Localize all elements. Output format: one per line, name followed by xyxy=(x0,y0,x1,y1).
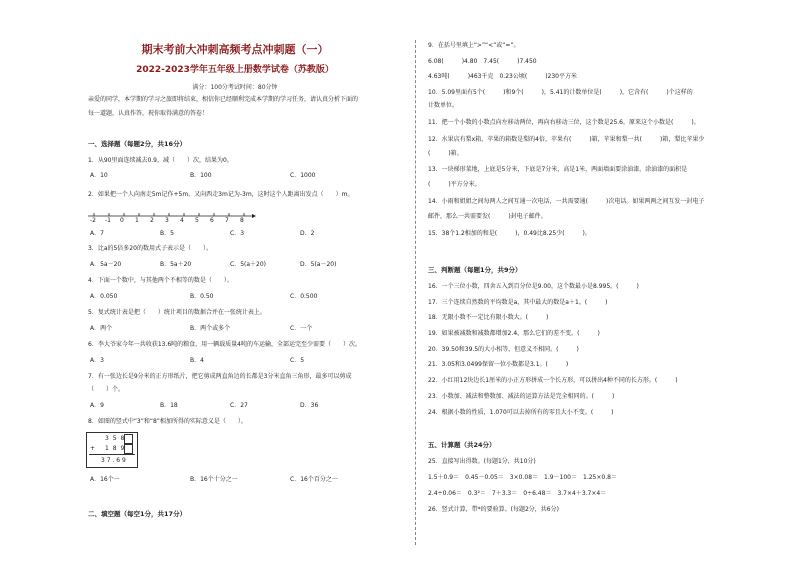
q4-option-a: A．0.050 xyxy=(90,293,118,300)
question-17: 17．三个连续自然数的平均数是a，其中最大的数是a＋1。( ) xyxy=(428,299,608,306)
highlight-box-bottom xyxy=(124,444,133,454)
q7-option-d: D．36 xyxy=(300,402,319,409)
question-7-line-2: （ ）个。 xyxy=(88,386,125,393)
question-3: 3．比a的5倍多20的数用式子表示是（ ）。 xyxy=(88,245,212,252)
column-divider xyxy=(415,40,416,545)
section-5-title: 五、计算题（共24分） xyxy=(428,441,496,449)
vertical-addition-figure xyxy=(86,432,138,468)
q1-option-b: B．100 xyxy=(190,172,212,179)
addend-2: 1 8 9 xyxy=(105,445,126,452)
calc-row-1: 1.5＋0.9＝ 0.45－0.05＝ 3×0.08＝ 1.9－100＝ 1.25×0.8＝ xyxy=(428,474,617,481)
section-3-title: 三、判断题（每题1分，共9分） xyxy=(428,266,522,274)
question-24: 24．根据小数的性质，1.070可以去掉所有的零且大小不变。( ) xyxy=(428,409,614,416)
number-line-label: 5 xyxy=(195,217,199,224)
number-line xyxy=(88,212,256,222)
sum-result: 3 7 . 6 9 xyxy=(101,457,126,464)
question-11: 11．把一个小数的小数点向左移动两位，再向右移动三位，这个数是25.6，原来这个小数是( )。 xyxy=(428,119,700,126)
q1-option-c: C．1000 xyxy=(290,172,316,179)
q3-option-b: B．5a＋20 xyxy=(160,261,192,268)
section-2-title: 二、填空题（每空1分，共17分） xyxy=(88,510,187,518)
q8-option-c: C．16个百分之一 xyxy=(290,476,338,483)
number-line-label: 8 xyxy=(240,217,244,224)
question-13-line-2: ( )平方分米。 xyxy=(428,181,481,188)
number-line-label: -2 xyxy=(90,217,96,224)
intro-line-1: 亲爱的同学，本学期的学习之旅即将结束，相信你已经顺利完成本学期的学习任务，请认真分析下面的 xyxy=(88,96,359,103)
question-4: 4．下面一个数中，与其他两个不相等的数是（ ）。 xyxy=(88,277,233,284)
plus-sign: + xyxy=(90,445,96,452)
question-25: 25．直接写出得数。(每题1分，共10分) xyxy=(428,458,536,465)
question-21: 21．3.05和3.0499保留一位小数都是3.1。( ) xyxy=(428,361,569,368)
q3-option-d: D．5(a－20) xyxy=(300,261,337,268)
question-10-line-1: 10．5.09里面有5个( )和9个( )，5.41的计数单位是( )，它含有( )个这样的 xyxy=(428,89,693,96)
exam-subtitle: 2022-2023学年五年级上册数学试卷（苏教版） xyxy=(136,65,334,75)
number-line-label: 0 xyxy=(120,217,124,224)
question-14-line-2: 邮件，那么一共需要发( )封电子邮件。 xyxy=(428,213,547,220)
number-line-label: 3 xyxy=(165,217,169,224)
addend-1: 3 5 8 xyxy=(105,435,126,442)
number-line-label: 6 xyxy=(210,217,214,224)
question-6: 6．李大爷家今年一共收获13.6吨的粮食，用一辆载质量4吨的车运输，全部运完至少需要（ ）次。 xyxy=(88,341,361,348)
q2-option-a: A．7 xyxy=(90,230,104,237)
question-5: 5．复式统计表是把（ ）统计项目的数据合并在一张统计表上。 xyxy=(88,309,266,316)
question-22: 22．小红用12块边长1厘米的小正方形拼成一个长方形，可以拼出4种不同的长方形。( ) xyxy=(428,377,678,384)
q2-option-d: D．2 xyxy=(300,230,315,237)
q2-option-c: C．3 xyxy=(230,230,245,237)
number-line-label: 7 xyxy=(225,217,229,224)
question-9: 9．在括号里填上“>”“<”或“=”。 xyxy=(428,42,520,49)
question-26: 26．竖式计算，带*的要验算。(每题2分，共6分) xyxy=(428,506,559,513)
q5-option-b: B．两个或多个 xyxy=(190,325,231,332)
question-8: 8．如图的竖式中“3”和“8”相加所得的实际意义是（ ）。 xyxy=(88,418,247,425)
question-19: 19．如果被减数和减数都增加2.4，那么它们的差不变。( ) xyxy=(428,330,600,337)
q6-option-c: C．5 xyxy=(290,357,305,364)
question-18: 18．无限小数不一定比有限小数大。( ) xyxy=(428,314,549,321)
highlight-box-top xyxy=(124,434,133,444)
number-line-label: 4 xyxy=(180,217,184,224)
q1-option-a: A．10 xyxy=(90,172,108,179)
sum-line xyxy=(89,454,135,455)
question-1: 1．从90里面连续减去0.9，减（ ）次，结果为0。 xyxy=(88,157,233,164)
q5-option-c: C．一个 xyxy=(290,325,313,332)
q6-option-b: B．4 xyxy=(190,357,204,364)
q4-option-b: B．0.50 xyxy=(190,293,214,300)
question-14-line-1: 14．小雨和姐姐之间每两人之间互通一次电话，一共需要通( )次电话。如果两两之间互发一封电子 xyxy=(428,198,705,205)
q8-option-b: B．16个十分之一 xyxy=(190,476,238,483)
q2-option-b: B．5 xyxy=(160,230,174,237)
question-15: 15．38个1.2相加的和是( )，0.49比8.25少( )。 xyxy=(428,230,591,237)
q5-option-a: A．两个 xyxy=(90,325,113,332)
number-line-label: 1 xyxy=(135,217,139,224)
intro-line-2: 每一道题，认真作答，祝你取得满意的答卷！ xyxy=(88,110,209,117)
q7-option-b: B．18 xyxy=(160,402,178,409)
q8-option-a: A．16个一 xyxy=(90,476,120,483)
q7-option-a: A．9 xyxy=(90,402,104,409)
q3-option-c: C．5(a＋20) xyxy=(230,261,267,268)
question-13-line-1: 13．一块梯形菜地，上底是5分米，下底是7分米，高是1米，两面墙面要涂油漆，涂油漆的面积是 xyxy=(428,166,688,173)
number-line-label: -1 xyxy=(105,217,111,224)
q6-option-a: A．3 xyxy=(90,357,104,364)
q9-row-2: 4.63吨( )463千克 0.23公顷( )230平方米 xyxy=(428,73,577,80)
question-2: 2．如果把一个人向南走5m记作+5m，又向西走3m记为-3m，这时这个人距离出发点（ ）m。 xyxy=(88,191,354,198)
q4-option-c: C．0.500 xyxy=(290,293,318,300)
q9-row-1: 6.08( )4.80 7.45( )7.450 xyxy=(428,58,537,65)
q3-option-a: A．5a－20 xyxy=(90,261,122,268)
question-20: 20．39.50和39.5的大小相等，但意义不相同。( ) xyxy=(428,346,579,353)
question-16: 16．一个三位小数，四舍五入到百分位是9.00，这个数最小是8.995。( ) xyxy=(428,283,639,290)
calc-row-2: 2.4÷0.06＝ 0.3²＝ 7＋3.3＝ 0÷6.48＝ 3.7×4＋3.7×4＝ xyxy=(428,490,607,497)
question-10-line-2: 计数单位。 xyxy=(428,102,459,109)
question-23: 23．小数加、减法和整数加、减法的运算方法是完全相同的。( ) xyxy=(428,393,615,400)
q7-option-c: C．27 xyxy=(230,402,248,409)
score-line: 满分：100分考试时间：80分钟 xyxy=(192,84,278,91)
section-1-title: 一、选择题（每题2分，共16分） xyxy=(88,140,187,148)
exam-title: 期末考前大冲刺高频考点冲刺题（一） xyxy=(141,43,329,56)
question-12-line-1: 12．水果店有梨x箱，苹果的箱数是梨的4倍，苹果有( )箱，苹果和梨一共( )箱，梨比苹果少 xyxy=(428,136,705,143)
question-7-line-1: 7．有一张边长是9分米的正方形纸片，把它剪成两直角边的长都是3分米直角三角形，最多可以剪成 xyxy=(88,373,352,380)
number-line-label: 2 xyxy=(150,217,154,224)
question-12-line-2: ( )箱。 xyxy=(428,150,463,157)
